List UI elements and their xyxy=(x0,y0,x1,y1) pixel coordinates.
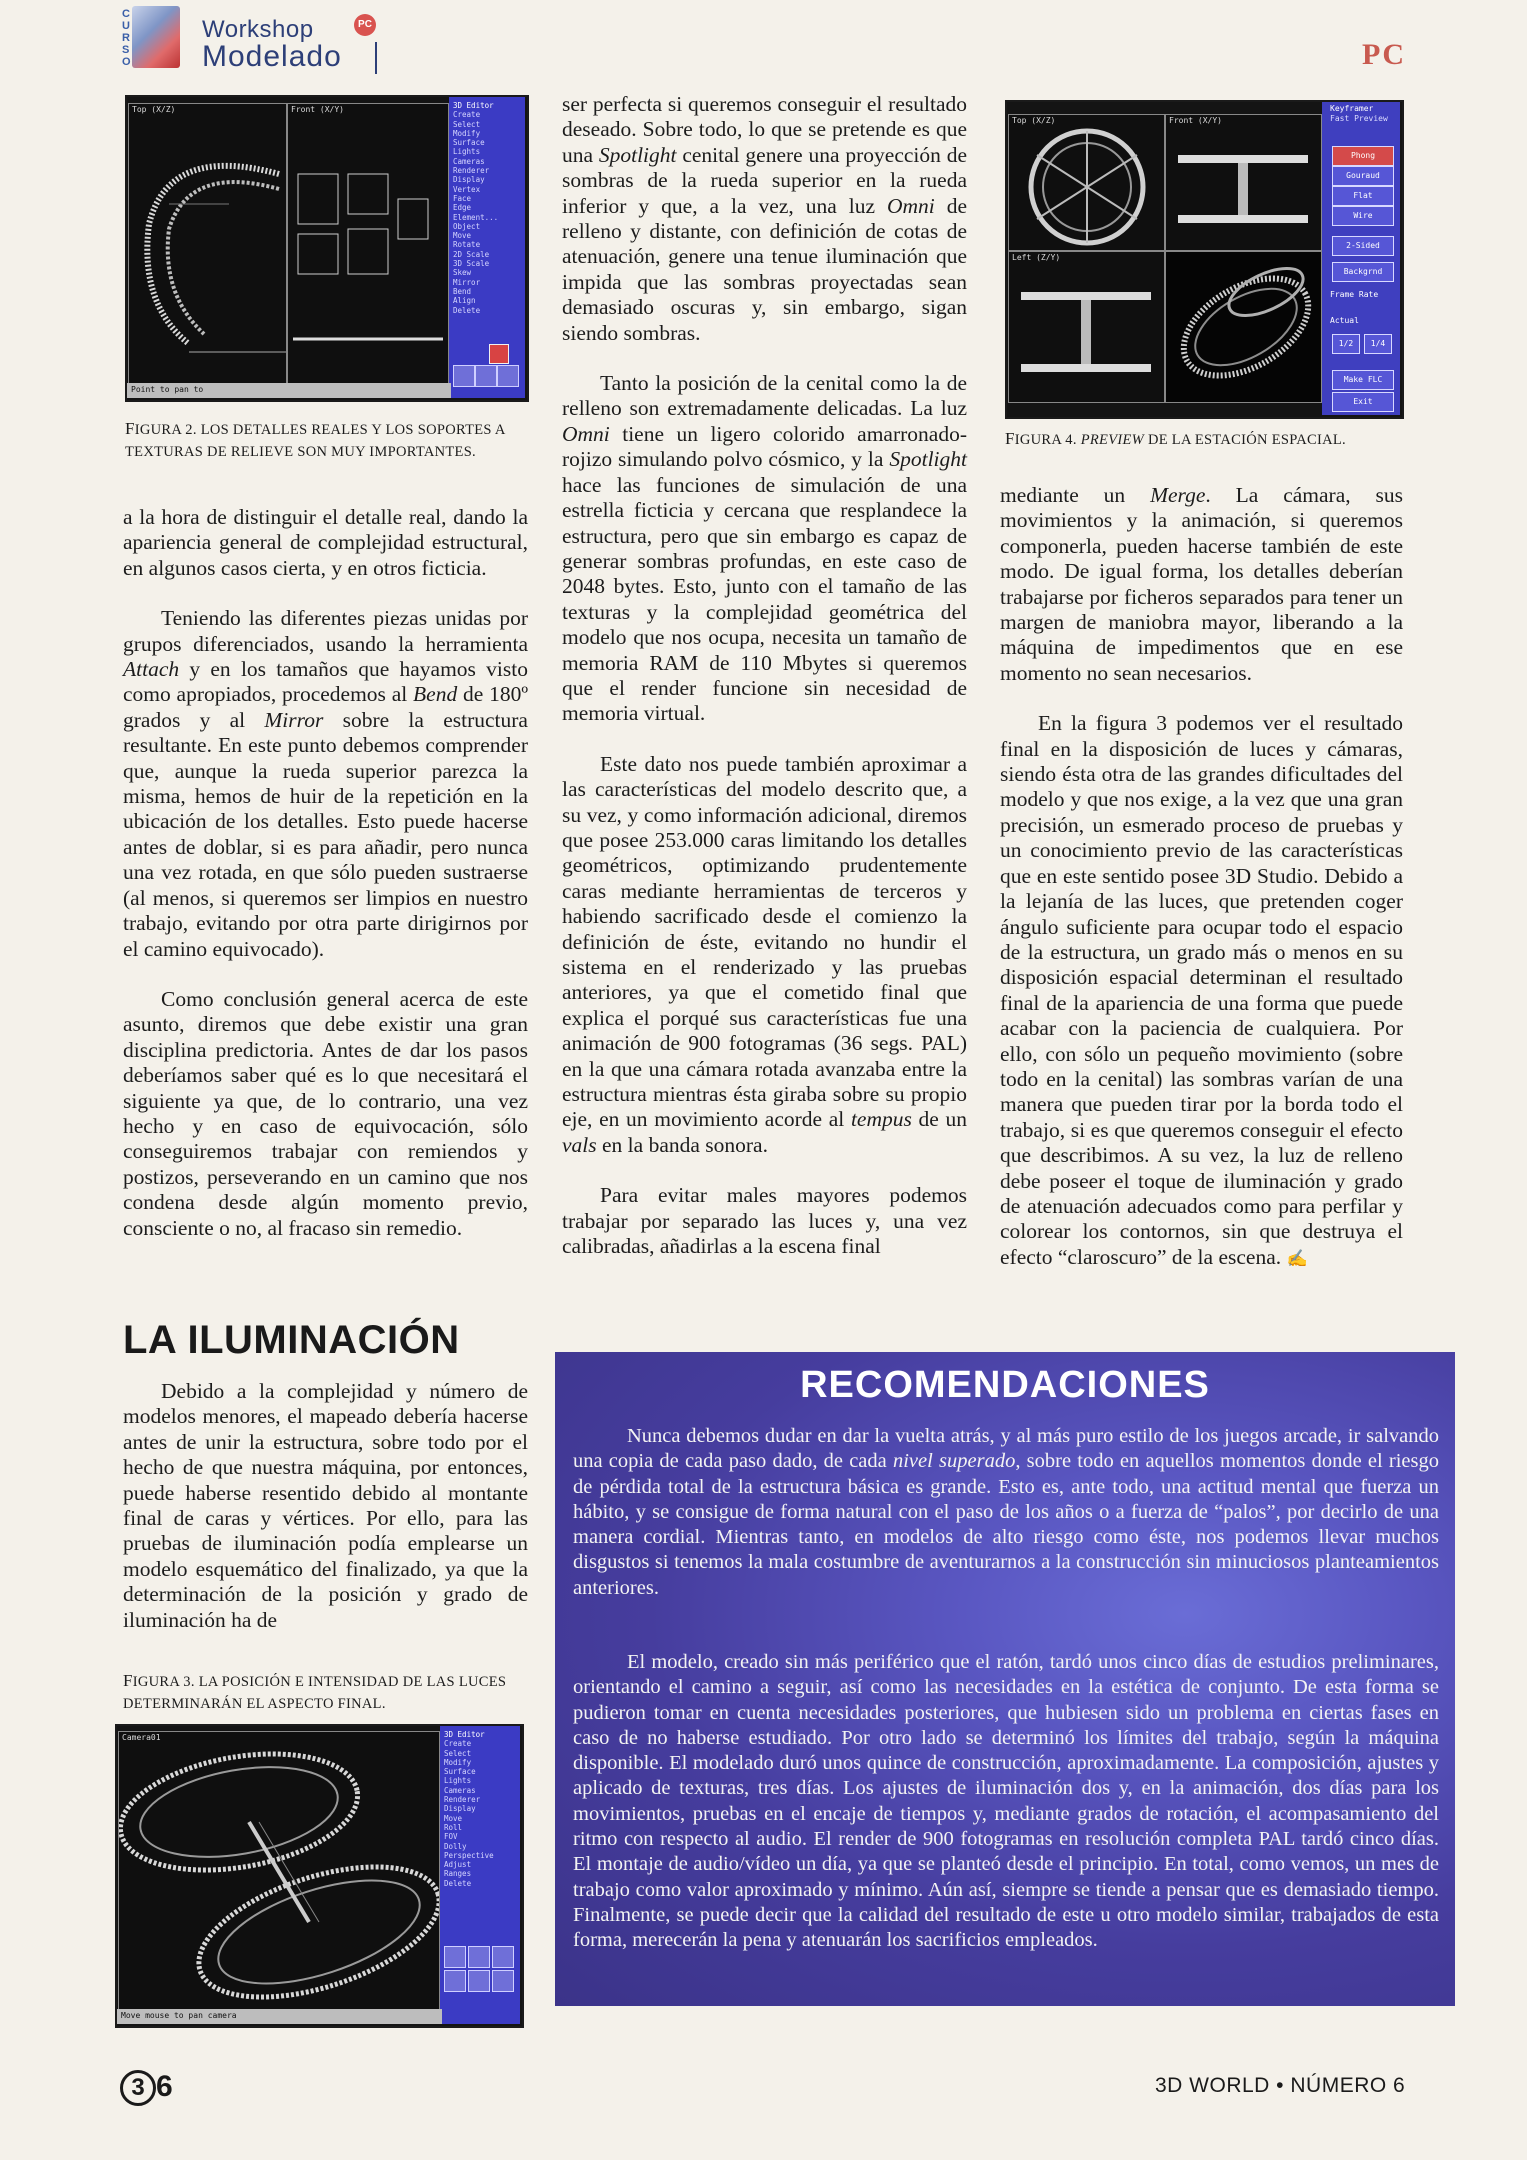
menu-item-skew[interactable]: Skew xyxy=(453,268,472,278)
menu-item-modify[interactable]: Modify xyxy=(453,128,481,138)
pc-badge: PC xyxy=(354,14,376,36)
menu-item-bend[interactable]: Bend xyxy=(453,286,472,296)
menu-item-adjust[interactable]: Adjust xyxy=(444,1860,472,1870)
status-bar: Point to pan to xyxy=(127,383,451,398)
col3-paragraph-1: mediante un Merge. La cámara, sus movimientos y la animación, si queremos componerla, pueden hacerse también de este modo. De igual forma, los detalles deberían trabajarse por ficheros separados para tener un margen de maniobra mayor, liberando a la máquina de impedimentos que en ese momento no sean necesarios. xyxy=(1000,483,1403,685)
menu-item-vertex[interactable]: Vertex xyxy=(453,184,481,194)
menu-item-select[interactable]: Select xyxy=(453,119,481,129)
section-badge: PC xyxy=(1362,38,1406,71)
wireframe-arc xyxy=(129,104,286,388)
curso-label: C U R S O xyxy=(122,8,131,68)
figure-2-caption: FIGURA 2. LOS DETALLES REALES Y LOS SOPORTES A TEXTURAS DE RELIEVE SON MUY IMPORTANTES. xyxy=(125,419,505,460)
column-1-continued xyxy=(123,1379,528,1633)
header-divider xyxy=(375,42,377,74)
col2-paragraph-1: ser perfecta si queremos conseguir el resultado deseado. Sobre todo, lo que se pretende es que una Spotlight cenital genere una proyección de sombras de la rueda superior en la rueda inferior y que, a la vez, una luz Omni de relleno y distante, con definición de cotas de atenuación, genere una tenue iluminación que impida que las sombras proyectadas sean demasiado oscuras y, sin embargo, sigan siendo sombras. xyxy=(562,92,967,345)
figure-4-screenshot xyxy=(1005,100,1404,419)
figure-3-screenshot xyxy=(115,1724,524,2028)
column-3 xyxy=(1000,483,1403,1271)
exit-button[interactable]: Exit xyxy=(1332,392,1394,412)
half-res-button[interactable]: 1/2 xyxy=(1332,334,1360,354)
viewport-top-4: Top (X/Z) xyxy=(1008,114,1165,251)
view-button-2[interactable] xyxy=(468,1946,490,1968)
menu-item-lights[interactable]: Lights xyxy=(453,147,481,157)
two-sided-button[interactable]: 2-Sided xyxy=(1332,236,1394,256)
pan-view-button[interactable] xyxy=(497,365,519,387)
panel-title: 3D Editor xyxy=(453,101,494,110)
make-flc-button[interactable]: Make FLC xyxy=(1332,370,1394,390)
page-number: 3 6 xyxy=(120,2070,173,2106)
command-panel-3 xyxy=(440,1726,520,2024)
menu-item-edge[interactable]: Edge xyxy=(453,203,472,213)
zoom-extents-button[interactable] xyxy=(475,365,497,387)
wire-button[interactable]: Wire xyxy=(1332,206,1394,226)
col1-paragraph-1: a la hora de distinguir el detalle real, dando la apariencia general de complejidad estructural, en algunos casos cierta, y en otros ficticia. xyxy=(123,505,528,580)
col1-paragraph-4: Debido a la complejidad y número de modelos menores, el mapeado debería hacerse antes de unir la estructura, sobre todo por el hecho de que nuestra máquina, por entonces, puede haberse resentido debido al montante final de caras y vértices. Por ello, para las pruebas de iluminación podía emplearse un modelo esquemático del finalizado, ya que la determinación de la posición y grado de iluminación ha de xyxy=(123,1379,528,1632)
command-menu[interactable] xyxy=(453,101,498,315)
view-button-1[interactable] xyxy=(444,1946,466,1968)
figure-3-caption: FIGURA 3. LA POSICIÓN E INTENSIDAD DE LAS LUCES DETERMINARÁN EL ASPECTO FINAL. xyxy=(123,1671,507,1712)
column-2 xyxy=(562,92,967,1259)
background-button[interactable]: Backgrnd xyxy=(1332,262,1394,282)
col2-paragraph-4: Para evitar males mayores podemos trabajar por separado las luces y, una vez calibradas, añadirlas a la escena final xyxy=(562,1183,967,1259)
menu-item-display[interactable]: Display xyxy=(453,175,485,185)
menu-item-lights[interactable]: Lights xyxy=(444,1776,472,1786)
viewport-front-4: Front (X/Y) xyxy=(1165,114,1322,251)
station-left-view xyxy=(1009,252,1164,402)
menu-item-create[interactable]: Create xyxy=(444,1739,472,1749)
flat-button[interactable]: Flat xyxy=(1332,186,1394,206)
status-bar-3: Move mouse to pan camera xyxy=(117,2009,442,2024)
menu-item-align[interactable]: Align xyxy=(453,296,476,306)
viewport-top: Top (X/Z) xyxy=(128,103,287,389)
header-logo xyxy=(122,6,372,73)
menu-item-create[interactable]: Create xyxy=(453,110,481,120)
view-button-4[interactable] xyxy=(444,1970,466,1992)
header-title-line2: Modelado xyxy=(202,40,342,73)
menu-item-select[interactable]: Select xyxy=(444,1748,472,1758)
menu-item-dolly[interactable]: Dolly xyxy=(444,1841,467,1851)
menu-item-surface[interactable]: Surface xyxy=(444,1767,476,1777)
column-1 xyxy=(123,505,528,1241)
logo-graphic xyxy=(132,6,180,68)
col2-paragraph-2: Tanto la posición de la cenital como la de relleno son extremadamente delicadas. La luz Omni tiene un ligero colorido amarronado-rojizo simulando polvo cósmico, y la Spotlight hace las funciones de simulación de una estrella ficticia y cercana que resplandece la estructura, pero que sin embargo es capaz de generar sombras profundas, en este caso de 2048 bytes. Esto, junto con el tamaño de las texturas y la complejidad geométrica del modelo que nos ocupa, necesita un tamaño de memoria RAM de 110 Mbytes si queremos que el render funcione sin necesidad de memoria virtual. xyxy=(562,371,967,726)
view-button-6[interactable] xyxy=(492,1970,514,1992)
recomendaciones-box xyxy=(555,1352,1455,2006)
viewport-camera: Camera01 xyxy=(118,1731,440,2015)
menu-item-fov[interactable]: FOV xyxy=(444,1832,458,1842)
menu-item-delete[interactable]: Delete xyxy=(444,1878,472,1888)
preview-render xyxy=(1165,251,1322,403)
menu-item-cameras[interactable]: Cameras xyxy=(453,156,485,166)
menu-item-renderer[interactable]: Renderer xyxy=(444,1795,481,1805)
col2-paragraph-3: Este dato nos puede también aproximar a las características del modelo descrito que, a su vez, y como información adicional, diremos que posee 253.000 caras limitando los detalles geométricos, optimizando prudentemente caras mediante herramientas de terceros y habiendo sacrificado desde el comienzo la definición de éste, evitando no hundir el sistema en el renderizado y las pruebas anteriores, ya que el cometido final que explica el porqué sus características fue una animación de 900 fotogramas (36 segs. PAL) en la que una cámara rotada avanzaba entre la estructura mientras ésta giraba sobre su propio eje, en un movimiento acorde al tempus de un vals en la banda sonora. xyxy=(562,751,967,1157)
menu-item-object[interactable]: Object xyxy=(453,221,481,231)
menu-item-cameras[interactable]: Cameras xyxy=(444,1785,476,1795)
header-title-line1: Workshop xyxy=(202,16,314,43)
menu-item-3d-scale[interactable]: 3D Scale xyxy=(453,259,490,269)
menu-item-rotate[interactable]: Rotate xyxy=(453,240,481,250)
phong-button[interactable]: Phong xyxy=(1332,146,1394,166)
command-panel xyxy=(449,97,525,398)
figure-2-screenshot xyxy=(125,95,529,402)
station-front-view xyxy=(1166,115,1321,250)
view-button-3[interactable] xyxy=(492,1946,514,1968)
gouraud-button[interactable]: Gouraud xyxy=(1332,166,1394,186)
pan-button[interactable] xyxy=(489,344,509,364)
wireframe-station xyxy=(119,1732,439,2014)
figure-4-caption: FIGURA 4. PREVIEW DE LA ESTACIÓN ESPACIAL. xyxy=(1005,429,1346,448)
menu-item-perspective[interactable]: Perspective xyxy=(444,1850,494,1860)
keyframer-panel: Keyframer Fast Preview Phong Gouraud Flat Wire 2-Sided Backgrnd Frame Rate Actual 1/2 1/4 Make FLC Exit xyxy=(1322,102,1400,415)
zoom-button[interactable] xyxy=(453,365,475,387)
col1-paragraph-3: Como conclusión general acerca de este asunto, diremos que debe existir una gran disciplina predictoria. Antes de dar los pasos deberíamos saber qué es lo que necesitará el siguiente ya que, de lo contrario, una vez hecho y en caso de equivocación, sólo conseguiremos trabajar con remiendos y postizos, perseverando en un camino que nos condena desde algún momento previo, consciente o no, al fracaso sin remedio. xyxy=(123,986,528,1240)
view-button-5[interactable] xyxy=(468,1970,490,1992)
col1-paragraph-2: Teniendo las diferentes piezas unidas por grupos diferenciados, usando la herramienta Attach y en los tamaños que hayamos visto como apropiados, procedemos al Bend de 180º grados y al Mirror sobre la estructura resultante. En este punto debemos comprender que, aunque la rueda superior parezca la misma, hemos de huir de la repetición en la ubicación de los detalles. Esto puede hacerse antes de doblar, si es para añadir, pero nunca una vez rotada, en que sólo pueden sustraerse (al menos, si queremos ser limpios en nuestro trabajo, evitando por otra parte dirigirnos por el camino equivocado). xyxy=(123,606,529,961)
section-heading-iluminacion: LA ILUMINACIÓN xyxy=(123,1318,460,1362)
command-menu-3[interactable] xyxy=(444,1730,494,1888)
menu-item-display[interactable]: Display xyxy=(444,1804,476,1814)
recomendaciones-paragraph-2: El modelo, creado sin más periférico que el ratón, tardó unos cinco días de estudios preliminares, orientando el camino a seguir, así como las necesidades en la estética de conjunto. De esta forma se pudieron tomar en cuenta necesidades posteriores, que hubiesen sido un problema en ciertas fases en caso de no haberse estudiado. Por otro lado se determinó los límites del trabajo, según la máquina disponible. El modelado duró unos quince de construcción, aproximadamente. La composición, ajustes y aplicado de texturas, tres días. Los ajustes de iluminación dos y, en la animación, dos días para los movimientos, pruebas en el encaje de tiempos y, mediante grados de rotación, el acompasamiento del ritmo con respecto al audio. El render de 900 fotogramas en resolución completa PAL tardó cinco días. El montaje de audio/vídeo un día, ya que se planteó desde el principio. En total, como vemos, un mes de trabajo como valor aproximado y mínimo. Aún así, siempre se tiende a pensar que es demasiado tiempo. Finalmente, se puede decir que la calidad del resultado de este u otro modelo similar, trabajados de esta forma, merecerán la pena y atenuarán los sacrificios empleados. xyxy=(573,1651,1439,1952)
quarter-res-button[interactable]: 1/4 xyxy=(1364,334,1392,354)
menu-item-face[interactable]: Face xyxy=(453,193,472,203)
menu-item-move[interactable]: Move xyxy=(444,1813,463,1823)
viewport-front: Front (X/Y) xyxy=(287,103,449,389)
col3-paragraph-2: En la figura 3 podemos ver el resultado final en la disposición de luces y cámaras, siendo ésta otra de las grandes dificultades del modelo y que nos exige, a la vez que una gran precisión, un esmerado proceso de pruebas y un conocimiento previo de las características que en este sentido posee 3D Studio. Debido a la lejanía de las luces, que pretenden coger ángulo suficiente para ocupar todo el espacio de la estructura, un grado más o menos en su disposición espacial determinan el resultado final de la apariencia de una forma que puede acabar con la paciencia de cualquiera. Por ello, con sólo un pequeño movimiento (sobre todo en la cenital) las sombras varían de una manera que pueden tirar por la borda todo el trabajo, si es que queremos conseguir el efecto que describimos. A su vez, la luz de relleno debe poseer el toque de iluminación y grado de atenuación adecuados como para perfilar y colorear los contornos, sin que destruya el efecto “claroscuro” de la escena. ✍ xyxy=(1000,711,1403,1269)
menu-item-move[interactable]: Move xyxy=(453,231,472,241)
menu-item-mirror[interactable]: Mirror xyxy=(453,277,481,287)
menu-item-2d-scale[interactable]: 2D Scale xyxy=(453,249,490,259)
menu-item-renderer[interactable]: Renderer xyxy=(453,166,490,176)
recomendaciones-paragraph-1: Nunca debemos dudar en dar la vuelta atrás, y al más puro estilo de los juegos arcade, ir salvando una copia de cada paso dado, de cada nivel superado, sobre todo en aquellos momentos donde el riesgo de pérdida total de la estructura básica es grande. Esto es, ante todo, una actitud mental que fuerza un hábito, y se consigue de forma natural con el paso de los años o a fuerza de “palos”, por decirlo de una manera cordial. Mientras tanto, en modelos de alto riesgo como éste, nos podemos llevar muchos disgustos si tenemos la mala costumbre de aventurarnos a la construcción sin minuciosos planteamientos anteriores. xyxy=(573,1425,1439,1599)
wheel-top-view xyxy=(1009,115,1164,250)
menu-item-surface[interactable]: Surface xyxy=(453,138,485,148)
menu-item-modify[interactable]: Modify xyxy=(444,1757,472,1767)
menu-item-ranges[interactable]: Ranges xyxy=(444,1869,472,1879)
recomendaciones-title: RECOMENDACIONES xyxy=(800,1364,1210,1406)
menu-item-roll[interactable]: Roll xyxy=(444,1822,463,1832)
end-mark-icon: ✍ xyxy=(1286,1248,1308,1268)
panel-title: 3D Editor xyxy=(444,1730,485,1739)
menu-item-element[interactable]: Element... xyxy=(453,212,499,222)
wireframe-blocks xyxy=(288,104,448,388)
menu-item-delete[interactable]: Delete xyxy=(453,305,481,315)
rendered-station xyxy=(1166,252,1321,402)
magazine-issue: 3D WORLD • NÚMERO 6 xyxy=(1155,2074,1406,2097)
viewport-left-4: Left (Z/Y) xyxy=(1008,251,1165,403)
